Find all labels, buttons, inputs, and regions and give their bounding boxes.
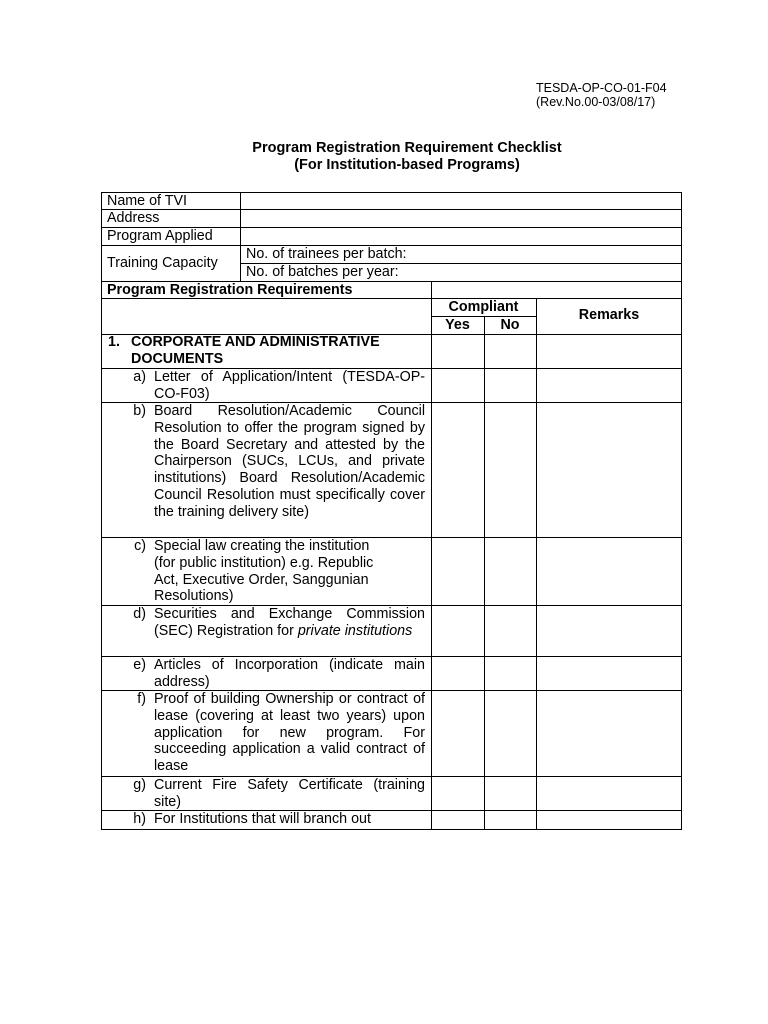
item-text-emphasis: private institutions bbox=[297, 622, 413, 639]
item-text: For Institutions that will branch out bbox=[154, 811, 371, 827]
item-label: b) bbox=[133, 403, 146, 419]
item-text: Board Resolution/Academic Council Resolution to offer the program signed by the Board Secretary and attested by the Chairperson (SUCs, LCUs, and private institutions) Board Resolution/Academic Council Resolution must specifically cover the training delivery site) bbox=[154, 403, 425, 520]
batches-per-year-label: No. of batches per year: bbox=[246, 264, 399, 280]
item-label: g) bbox=[133, 777, 146, 793]
document-code: TESDA-OP-CO-01-F04 bbox=[536, 81, 667, 95]
remarks-header: Remarks bbox=[578, 307, 640, 323]
trainees-per-batch-label: No. of trainees per batch: bbox=[246, 246, 407, 262]
item-label: h) bbox=[133, 811, 146, 827]
item-text: Articles of Incorporation (indicate main address) bbox=[154, 657, 425, 690]
column-divider bbox=[431, 281, 432, 829]
item-text: Proof of building Ownership or contract of lease (covering at least two years) upon application for new program. For succeeding application a valid contract of lease bbox=[154, 691, 425, 775]
column-divider bbox=[484, 316, 485, 829]
section-number: 1. bbox=[108, 334, 120, 350]
column-divider bbox=[240, 192, 241, 281]
yes-header: Yes bbox=[445, 317, 470, 333]
address-label: Address bbox=[107, 210, 160, 226]
item-label: d) bbox=[133, 606, 146, 622]
document-code-block bbox=[536, 81, 667, 109]
requirements-header: Program Registration Requirements bbox=[107, 282, 353, 298]
revision-number: (Rev.No.00-03/08/17) bbox=[536, 95, 656, 109]
training-capacity-label: Training Capacity bbox=[107, 255, 218, 271]
item-text bbox=[154, 606, 425, 640]
item-text-main: Securities and Exchange Commission (SEC) Registration for bbox=[154, 606, 425, 639]
title-line-1: Program Registration Requirement Checklist bbox=[252, 140, 562, 156]
page-title bbox=[0, 140, 768, 174]
compliant-header: Compliant bbox=[448, 299, 519, 315]
item-label: f) bbox=[137, 691, 146, 707]
item-text: Letter of Application/Intent (TESDA-OP-CO-F03) bbox=[154, 369, 425, 402]
no-header: No bbox=[500, 317, 520, 333]
title-line-2: (For Institution-based Programs) bbox=[294, 157, 520, 173]
item-label: e) bbox=[133, 657, 146, 673]
item-text: Current Fire Safety Certificate (training site) bbox=[154, 777, 425, 810]
program-applied-label: Program Applied bbox=[107, 228, 213, 244]
name-of-tvi-label: Name of TVI bbox=[107, 193, 187, 209]
row-divider bbox=[101, 209, 682, 210]
item-text: Special law creating the institution (for public institution) e.g. Republic Act, Executive Order, Sanggunian Resolutions) bbox=[154, 538, 374, 605]
section-title-line-2: DOCUMENTS bbox=[131, 351, 224, 367]
item-label: c) bbox=[134, 538, 146, 554]
item-label: a) bbox=[133, 369, 146, 385]
section-title-line-1: CORPORATE AND ADMINISTRATIVE bbox=[131, 334, 380, 350]
column-divider bbox=[536, 298, 537, 829]
